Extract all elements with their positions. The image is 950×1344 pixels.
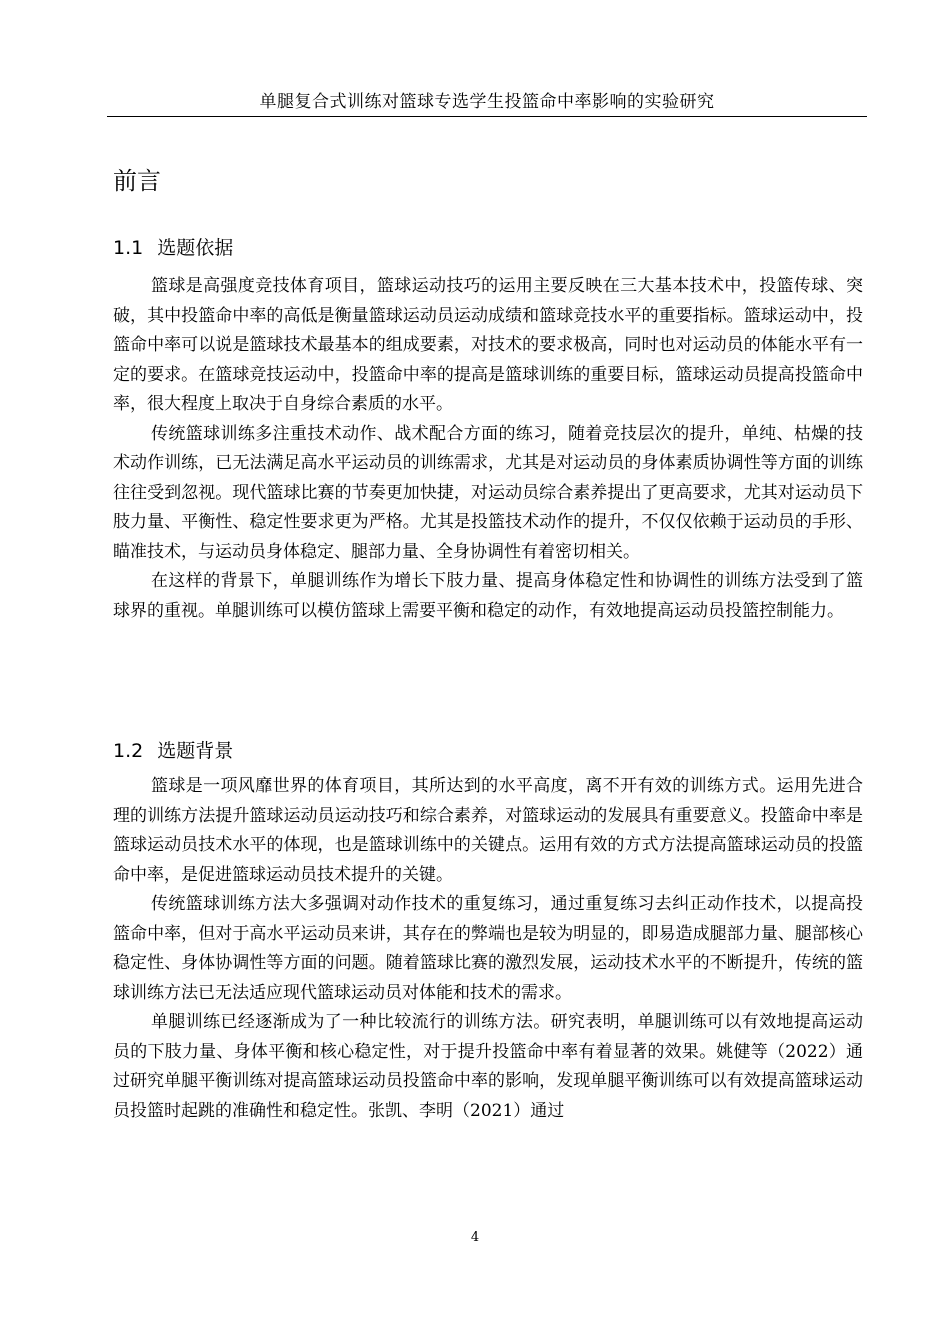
section-heading-1-1 — [113, 234, 233, 262]
paragraph: 单腿训练已经逐渐成为了一种比较流行的训练方法。研究表明，单腿训练可以有效地提高运动员的下肢力量、身体平衡和核心稳定性，对于提升投篮命中率有着显著的效果。姚健等（2022）通过研究单腿平衡训练对提高篮球运动员投篮命中率的影响，发现单腿平衡训练可以有效提高篮球运动员投篮时起跳的准确性和稳定性。张凯、李明（2021）通过 — [113, 1012, 863, 1121]
page-number: 4 — [470, 1230, 480, 1245]
running-header: 单腿复合式训练对篮球专选学生投篮命中率影响的实验研究 — [259, 92, 715, 112]
header-divider — [107, 116, 867, 117]
paragraph: 传统篮球训练多注重技术动作、战术配合方面的练习，随着竞技层次的提升，单纯、枯燥的技术动作训练，已无法满足高水平运动员的训练需求，尤其是对运动员的身体素质协调性等方面的训练往往受到忽视。现代篮球比赛的节奏更加快捷，对运动员综合素养提出了更高要求，尤其对运动员下肢力量、平衡性、稳定性要求更为严格。尤其是投篮技术动作的提升，不仅仅依赖于运动员的手形、瞄准技术，与运动员身体稳定、腿部力量、全身协调性有着密切相关。 — [113, 423, 863, 562]
paragraph: 传统篮球训练方法大多强调对动作技术的重复练习，通过重复练习去纠正动作技术，以提高投篮命中率，但对于高水平运动员来讲，其存在的弊端也是较为明显的，即易造成腿部力量、腿部核心稳定性、身体协调性等方面的问题。随着篮球比赛的激烈发展，运动技术水平的不断提升，传统的篮球训练方法已无法适应现代篮球运动员对体能和技术的需求。 — [113, 894, 863, 1003]
section-body-1-1 — [113, 272, 863, 626]
paragraph: 在这样的背景下，单腿训练作为增长下肢力量、提高身体稳定性和协调性的训练方法受到了篮球界的重视。单腿训练可以模仿篮球上需要平衡和稳定的动作，有效地提高运动员投篮控制能力。 — [113, 571, 863, 621]
paragraph: 篮球是一项风靡世界的体育项目，其所达到的水平高度，离不开有效的训练方式。运用先进合理的训练方法提升篮球运动员运动技巧和综合素养，对篮球运动的发展具有重要意义。投篮命中率是篮球运动员技术水平的体现，也是篮球训练中的关键点。运用有效的方式方法提高篮球运动员的投篮命中率，是促进篮球运动员技术提升的关键。 — [113, 776, 863, 885]
chapter-title: 前言 — [113, 167, 161, 195]
section-number: 1.2 — [113, 740, 144, 762]
section-heading-1-2 — [113, 737, 233, 765]
section-body-1-2 — [113, 772, 863, 1126]
paragraph: 篮球是高强度竞技体育项目，篮球运动技巧的运用主要反映在三大基本技术中，投篮传球、突破，其中投篮命中率的高低是衡量篮球运动员运动成绩和篮球竞技水平的重要指标。篮球运动中，投篮命中率可以说是篮球技术最基本的组成要素，对技术的要求极高，同时也对运动员的体能水平有一定的要求。在篮球竞技运动中，投篮命中率的提高是篮球训练的重要目标，篮球运动员提高投篮命中率，很大程度上取决于自身综合素质的水平。 — [113, 276, 863, 414]
section-number: 1.1 — [113, 237, 144, 259]
section-title: 选题背景 — [157, 740, 234, 762]
section-title: 选题依据 — [157, 237, 234, 259]
